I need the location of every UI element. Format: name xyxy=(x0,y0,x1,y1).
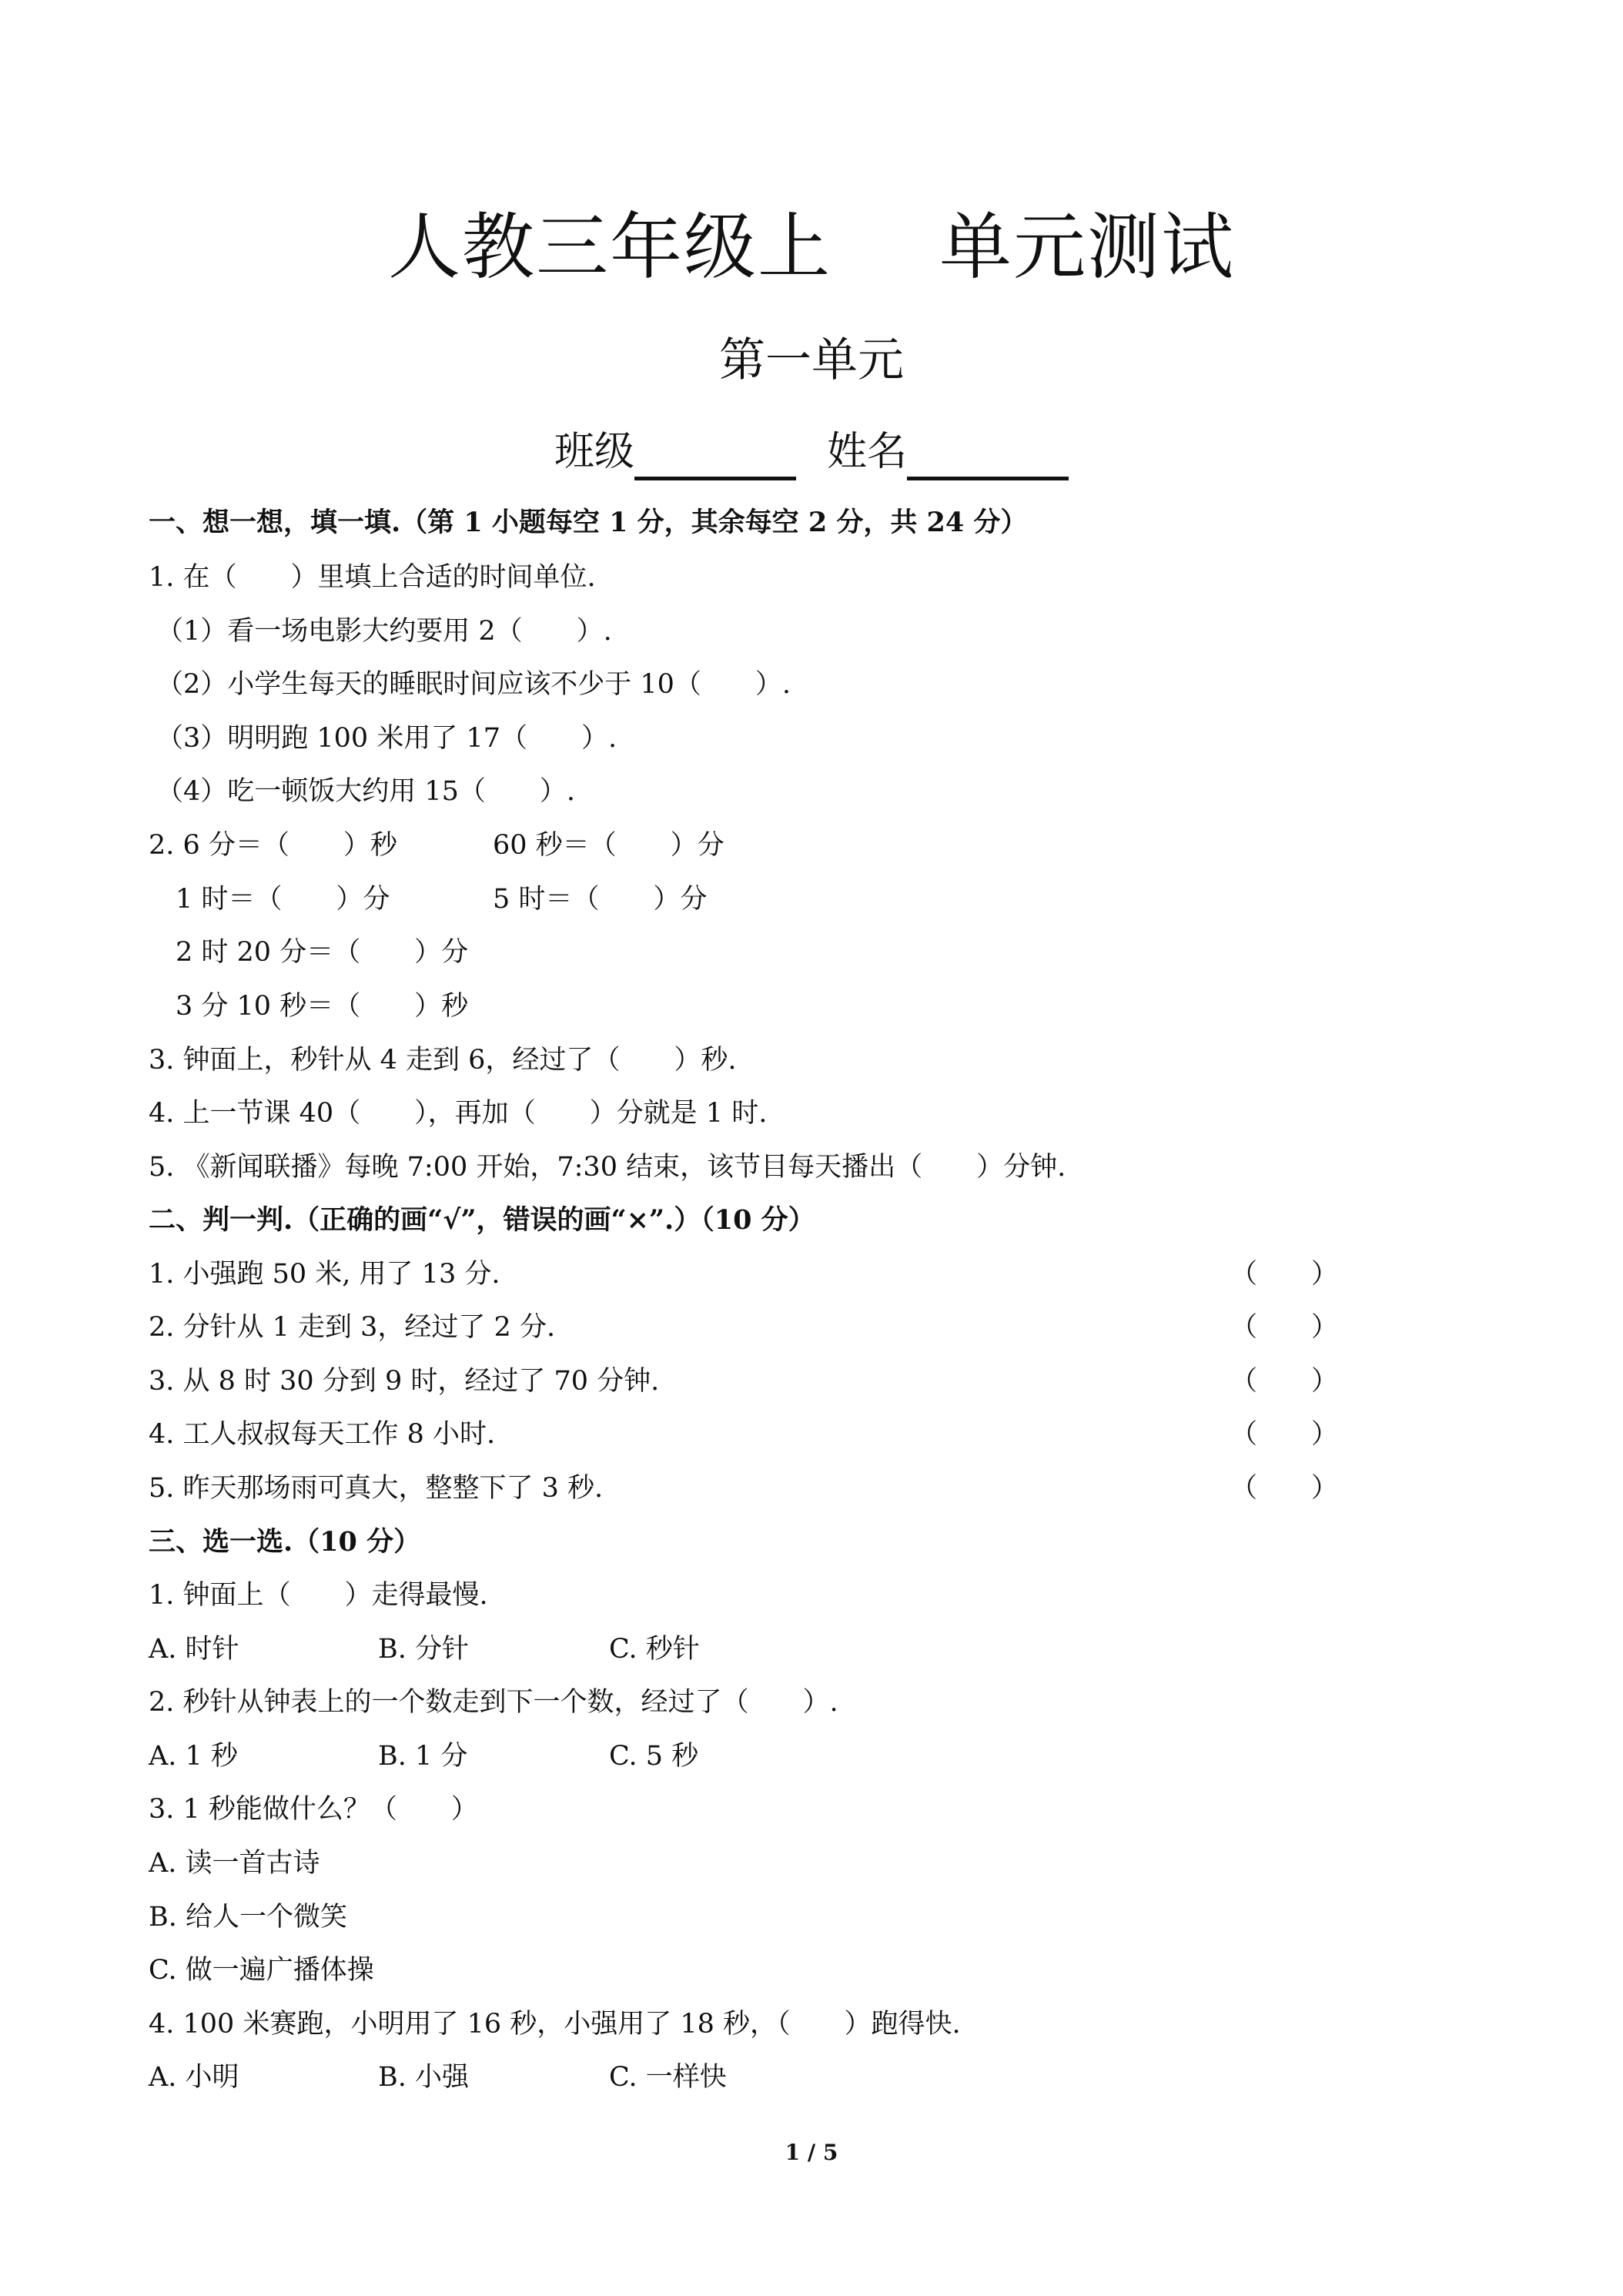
s3-q4: 4. 100 米赛跑，小明用了 16 秒，小强用了 18 秒，（ ）跑得快. xyxy=(149,2009,961,2040)
s3-q2-option-b: B. 1 分 xyxy=(378,1741,468,1772)
s1-q2-d: 5 时＝（ ）分 xyxy=(493,884,708,915)
s2-answer-paren-4[interactable]: （ ） xyxy=(1230,1419,1338,1450)
section1-heading: 一、想一想，填一填.（第 1 小题每空 1 分，其余每空 2 分，共 24 分） xyxy=(149,507,1028,538)
s2-answer-paren-5[interactable]: （ ） xyxy=(1230,1473,1338,1504)
s3-q1-option-a: A. 时针 xyxy=(149,1634,239,1665)
s1-q1-3: （3）明明跑 100 米用了 17（ ）. xyxy=(156,723,617,754)
s3-q4-option-c: C. 一样快 xyxy=(609,2062,727,2093)
s1-q4: 4. 上一节课 40（ ），再加（ ）分就是 1 时. xyxy=(149,1098,768,1129)
page-title xyxy=(0,202,1623,294)
unit-subtitle: 第一单元 xyxy=(719,333,904,387)
s1-q1-4: （4）吃一顿饭大约用 15（ ）. xyxy=(156,776,576,807)
name-label: 姓名 xyxy=(827,429,908,475)
s3-q2: 2. 秒针从钟表上的一个数走到下一个数，经过了（ ）. xyxy=(149,1687,838,1718)
class-name-row xyxy=(0,423,1623,480)
s1-q2-b: 60 秒＝（ ）分 xyxy=(493,830,724,861)
s2-answer-paren-1[interactable]: （ ） xyxy=(1230,1259,1338,1290)
s1-q2-a: 2. 6 分＝（ ）秒 xyxy=(149,830,397,861)
s3-q4-option-a: A. 小明 xyxy=(149,2062,239,2093)
s3-q4-option-b: B. 小强 xyxy=(378,2062,469,2093)
s1-q5: 5. 《新闻联播》每晚 7:00 开始，7:30 结束，该节目每天播出（ ）分钟. xyxy=(149,1152,1066,1183)
s2-answer-paren-3[interactable]: （ ） xyxy=(1230,1366,1338,1397)
page-number: 1 / 5 xyxy=(785,2140,838,2165)
s1-q2-e: 2 时 20 分＝（ ）分 xyxy=(176,937,469,968)
s1-q2-c: 1 时＝（ ）分 xyxy=(176,884,390,915)
s1-q1: 1. 在（ ）里填上合适的时间单位. xyxy=(149,562,596,593)
s1-q2-f: 3 分 10 秒＝（ ）秒 xyxy=(176,991,469,1022)
s3-q3: 3. 1 秒能做什么？（ ） xyxy=(149,1794,478,1825)
s2-item-1: 1. 小强跑 50 米, 用了 13 分. xyxy=(149,1259,500,1290)
s3-q1-option-b: B. 分针 xyxy=(378,1634,469,1665)
s3-q3-option-c: C. 做一遍广播体操 xyxy=(149,1955,374,1986)
s3-q2-option-c: C. 5 秒 xyxy=(609,1741,699,1772)
s3-q3-option-a: A. 读一首古诗 xyxy=(149,1848,320,1879)
s3-q1: 1. 钟面上（ ）走得最慢. xyxy=(149,1580,488,1611)
section3-heading: 三、选一选.（10 分） xyxy=(149,1526,421,1558)
s2-item-4: 4. 工人叔叔每天工作 8 小时. xyxy=(149,1419,496,1450)
s3-q1-option-c: C. 秒针 xyxy=(609,1634,700,1665)
s2-item-3: 3. 从 8 时 30 分到 9 时，经过了 70 分钟. xyxy=(149,1366,660,1397)
title-left: 人教三年级上 xyxy=(387,206,832,290)
s2-item-2: 2. 分针从 1 走到 3，经过了 2 分. xyxy=(149,1312,556,1343)
s1-q1-2: （2）小学生每天的睡眠时间应该不少于 10（ ）. xyxy=(156,669,791,700)
title-right: 单元测试 xyxy=(939,206,1236,290)
s2-item-5: 5. 昨天那场雨可真大，整整下了 3 秒. xyxy=(149,1473,604,1504)
name-blank[interactable] xyxy=(907,430,1069,480)
class-label: 班级 xyxy=(554,429,634,475)
s3-q3-option-b: B. 给人一个微笑 xyxy=(149,1902,347,1933)
s3-q2-option-a: A. 1 秒 xyxy=(149,1741,238,1772)
class-blank[interactable] xyxy=(634,430,796,480)
section2-heading: 二、判一判.（正确的画“√”，错误的画“×”.）（10 分） xyxy=(149,1204,815,1236)
s1-q3: 3. 钟面上，秒针从 4 走到 6，经过了（ ）秒. xyxy=(149,1045,737,1076)
s1-q1-1: （1）看一场电影大约要用 2（ ）. xyxy=(156,616,612,647)
s2-answer-paren-2[interactable]: （ ） xyxy=(1230,1312,1338,1343)
